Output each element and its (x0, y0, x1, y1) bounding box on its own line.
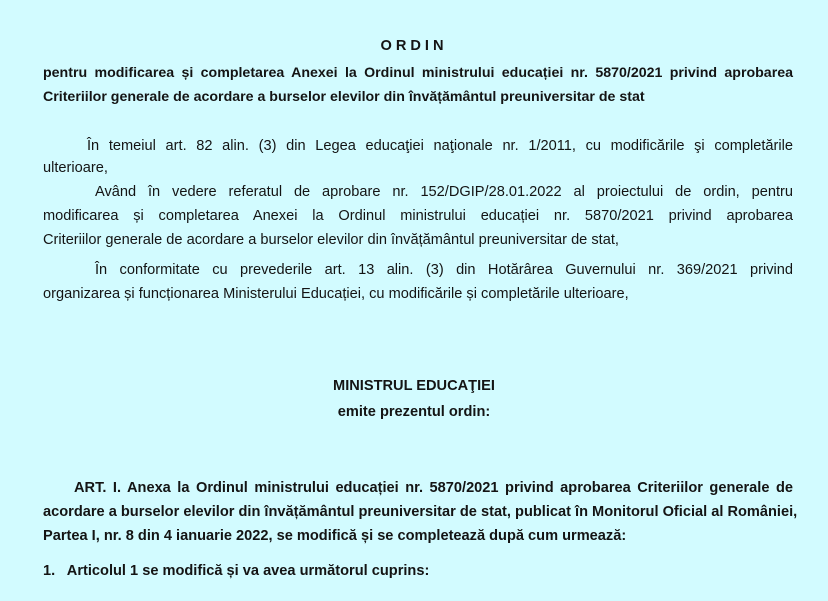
article-line-3: Partea I, nr. 8 din 4 ianuarie 2022, se modifică și se completează după cum urmează: (43, 528, 627, 544)
preamble-line-2: ulterioare, (43, 160, 108, 176)
preamble-line-4: modificarea și completarea Anexei la Ordinul ministrului educației nr. 5870/2021 privind aprobarea (43, 208, 793, 224)
document-title: ORDIN (380, 38, 448, 54)
subtitle-line-1: pentru modificarea și completarea Anexei la Ordinul ministrului educației nr. 5870/2021 privind aprobarea (43, 65, 793, 81)
preamble-line-1: În temeiul art. 82 alin. (3) din Legea educaţiei naţionale nr. 1/2011, cu modificările şi completările (87, 138, 793, 154)
preamble-line-6: În conformitate cu prevederile art. 13 alin. (3) din Hotărârea Guvernului nr. 369/2021 privind (95, 262, 793, 278)
article-line-2: acordare a burselor elevilor din învățământul preuniversitar de stat, publicat în Monitorul Oficial al României, (43, 504, 798, 520)
issuer-name: MINISTRUL EDUCAŢIEI (333, 378, 495, 394)
preamble-line-3: Având în vedere referatul de aprobare nr. 152/DGIP/28.01.2022 al proiectului de ordin, pentru (95, 184, 793, 200)
preamble-line-5: Criteriilor generale de acordare a burselor elevilor din învățământul preuniversitar de stat, (43, 232, 619, 248)
preamble-line-7: organizarea și funcționarea Ministerului Educației, cu modificările și completările ulterioare, (43, 286, 629, 302)
article-line-1: ART. I. Anexa la Ordinul ministrului educației nr. 5870/2021 privind aprobarea Criteriilor generale de (74, 480, 793, 496)
issuer-action: emite prezentul ordin: (337, 404, 491, 420)
item-1: 1. Articolul 1 se modifică și va avea următorul cuprins: (43, 563, 430, 579)
subtitle-line-2: Criteriilor generale de acordare a burselor elevilor din învățământul preuniversitar de stat (43, 89, 645, 105)
